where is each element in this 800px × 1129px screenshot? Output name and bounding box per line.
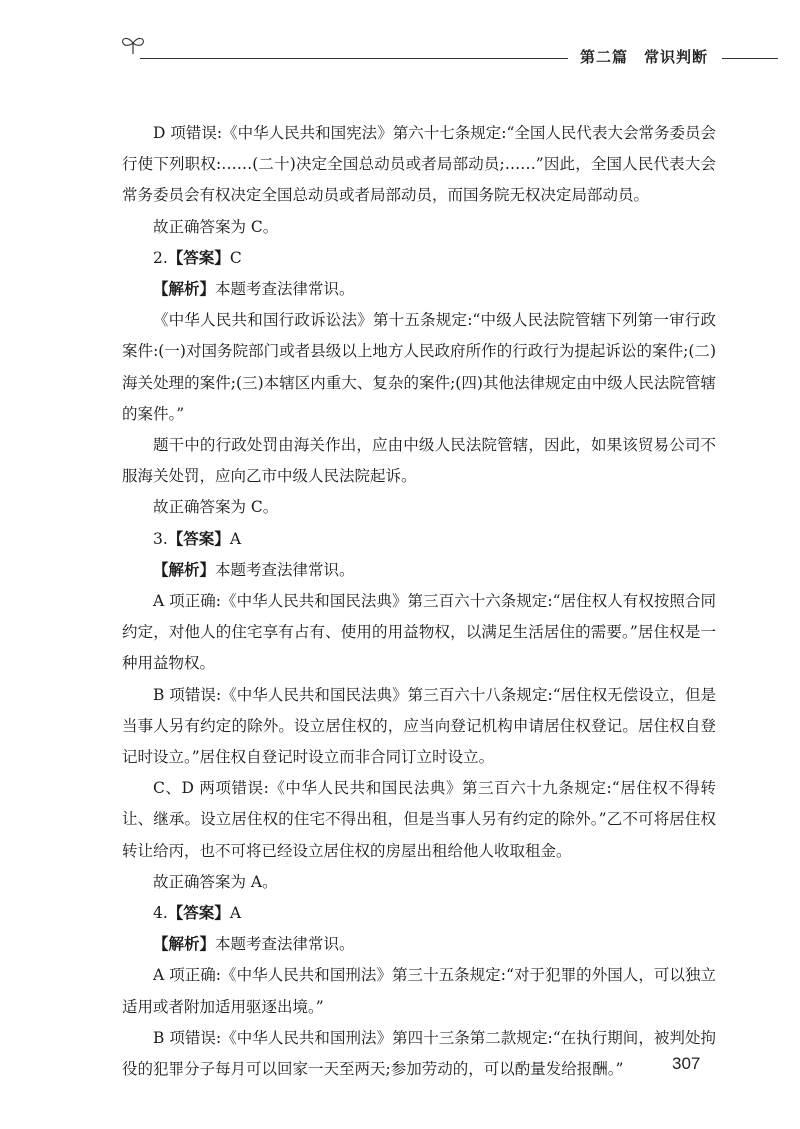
body-paragraph: 故正确答案为 A。	[153, 872, 278, 891]
answer-line	[122, 898, 716, 929]
section-value: 本题考查法律常识。	[215, 280, 355, 299]
answer-line	[122, 524, 716, 555]
body-paragraph: A 项正确:《中华人民共和国民法典》第三百六十六条规定:“居住权人有权按照合同约定，对他人的住宅享有占有、使用的用益物权，以满足生活居住的需要。”居住权是一种用益物权。	[122, 592, 716, 673]
section-value: 本题考查法律常识。	[215, 560, 355, 579]
analysis-line	[122, 274, 716, 305]
section-label: 【答案】	[167, 248, 230, 267]
section-label: 【解析】	[153, 280, 216, 299]
header-rule-left	[140, 58, 568, 59]
analysis-line	[122, 929, 716, 960]
body-paragraph: C、D 两项错误:《中华人民共和国民法典》第三百六十九条规定:“居住权不得转让、继承。设立居住权的住宅不得出租，但是当事人另有约定的除外。”乙不可将居住权转让给丙，也不可将已经设立居住权的房屋出租给他人收取租金。	[122, 779, 716, 860]
section-label: 【答案】	[167, 904, 230, 923]
body-paragraph: 故正确答案为 C。	[153, 217, 279, 236]
section-label: 【解析】	[153, 935, 216, 954]
body-paragraph: D 项错误:《中华人民共和国宪法》第六十七条规定:“全国人民代表大会常务委员会行使下列职权:……(二十)决定全国总动员或者局部动员;……”因此，全国人民代表大会常务委员会有权决定全国总动员或者局部动员，而国务院无权决定局部动员。	[122, 124, 716, 205]
section-value: 本题考查法律常识。	[215, 935, 355, 954]
question-number: 3.	[153, 529, 168, 548]
body-paragraph: 题干中的行政处罚由海关作出，应由中级人民法院管辖，因此，如果该贸易公司不服海关处罚，应向乙市中级人民法院起诉。	[122, 436, 716, 486]
body-paragraph: B 项错误:《中华人民共和国民法典》第三百六十八条规定:“居住权无偿设立，但是当事人另有约定的除外。设立居住权的，应当向登记机构申请居住权登记。居住权自登记时设立。”居住权自登记时设立而非合同订立时设立。	[122, 685, 716, 767]
analysis-line	[122, 555, 716, 586]
question-number: 4.	[153, 904, 168, 923]
page-body	[122, 118, 716, 1085]
body-paragraph: 故正确答案为 C。	[153, 498, 279, 517]
section-value: C	[229, 248, 242, 267]
section-label: 【答案】	[167, 529, 230, 548]
page-number: 307	[672, 1054, 701, 1073]
section-value: A	[229, 529, 242, 548]
section-label: 【解析】	[153, 560, 216, 579]
header-rule-right	[722, 58, 778, 59]
body-paragraph: 《中华人民共和国行政诉讼法》第十五条规定:“中级人民法院管辖下列第一审行政案件:(一)对国务院部门或者县级以上地方人民政府所作的行政行为提起诉讼的案件;(二)海关处理的案件;(三)本辖区内重大、复杂的案件;(四)其他法律规定由中级人民法院管辖的案件。”	[122, 311, 716, 423]
body-paragraph: A 项正确:《中华人民共和国刑法》第三十五条规定:“对于犯罪的外国人，可以独立适用或者附加适用驱逐出境。”	[122, 966, 716, 1016]
body-paragraph: B 项错误:《中华人民共和国刑法》第四十三条第二款规定:“在执行期间，被判处拘役的犯罪分子每月可以回家一天至两天;参加劳动的，可以酌量发给报酬。”	[122, 1028, 716, 1079]
sprout-icon	[118, 34, 148, 56]
question-number: 2.	[153, 248, 168, 267]
answer-line	[122, 243, 716, 274]
page-header	[0, 0, 800, 80]
section-title: 第二篇 常识判断	[580, 48, 709, 66]
section-value: A	[229, 904, 242, 923]
